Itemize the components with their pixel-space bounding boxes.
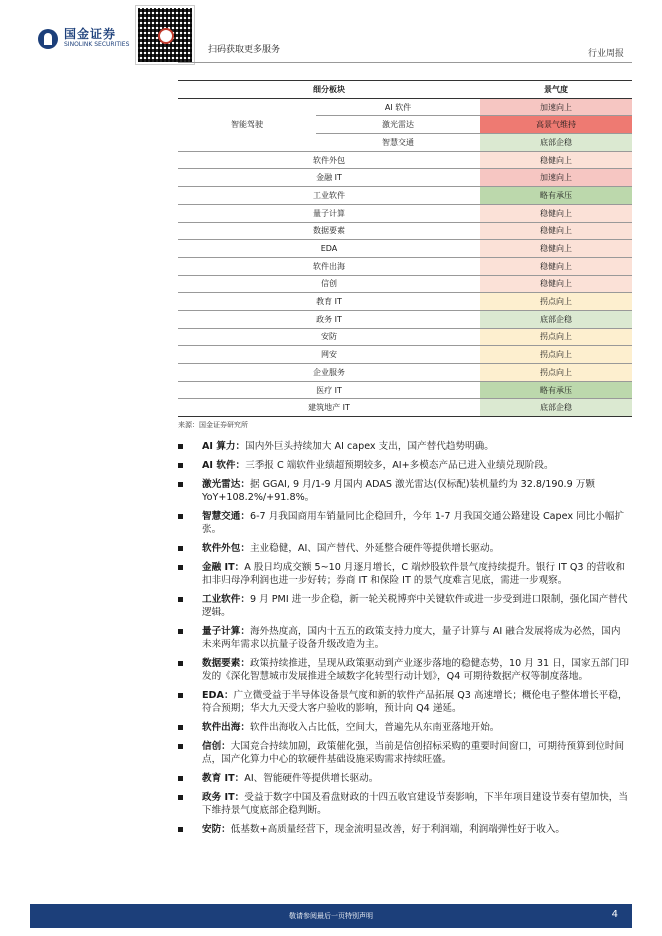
bullet-body: 据 GGAI, 9 月/1-9 月国内 ADAS 激光雷达(仅标配)装机量约为 32.8/190.9 万颗 YoY+108.2%/+91.8%。 <box>202 478 595 503</box>
company-name-en: SINOLINK SECURITIES <box>64 41 130 48</box>
table-row <box>178 204 632 222</box>
sentiment-value: 加速向上 <box>480 169 632 187</box>
list-item <box>178 740 630 767</box>
table-row <box>178 346 632 364</box>
table-row <box>178 98 632 116</box>
table-row <box>178 257 632 275</box>
segment-name: 量子计算 <box>178 204 480 222</box>
bullet-heading: 信创： <box>202 740 231 752</box>
table-row <box>178 169 632 187</box>
list-item <box>178 510 630 537</box>
sentiment-value: 拐点向上 <box>480 328 632 346</box>
list-item <box>178 478 630 505</box>
sentiment-value: 稳健向上 <box>480 240 632 258</box>
bullet-heading: 安防： <box>202 823 231 835</box>
sentiment-value: 底部企稳 <box>480 310 632 328</box>
sentiment-value: 高景气维持 <box>480 116 632 134</box>
bullet-heading: 工业软件： <box>202 593 250 605</box>
list-item <box>178 561 630 588</box>
bullet-body: AI、智能硬件等提供增长驱动。 <box>244 772 379 784</box>
bullet-body: 低基数+高质量经营下，现金流明显改善，好于利润端，利润端弹性好于收入。 <box>230 823 566 835</box>
sentiment-value: 底部企稳 <box>480 399 632 417</box>
table-row <box>178 187 632 205</box>
bullet-body: 国内外巨头持续加大 AI capex 支出，国产替代趋势明确。 <box>245 441 494 452</box>
bullet-body: 广立微受益于半导体设备景气度和新的软件产品拓展 Q3 高速增长；概伦电子整体增长平稳，符合预期；华大九天受大客户验收的影响，预计向 Q4 递延。 <box>202 689 628 715</box>
segment-name: 政务 IT <box>178 310 480 328</box>
table-row <box>178 275 632 293</box>
bullet-body: 政策持续推进，呈现从政策驱动到产业逐步落地的稳健态势，10 月 31 日，国家五部门印发的《深化智慧城市发展推进全域数字化转型行动计划》，Q4 可期待数据产权等制度落地。 <box>202 657 629 683</box>
segment-name: AI 软件 <box>316 98 480 116</box>
table-row <box>178 222 632 240</box>
list-item <box>178 791 630 818</box>
list-item <box>178 657 630 684</box>
segment-name: 激光雷达 <box>316 116 480 134</box>
page-number: 4 <box>611 909 618 920</box>
sentiment-value: 稳健向上 <box>480 222 632 240</box>
segment-name: 软件外包 <box>178 151 480 169</box>
qr-code-icon[interactable] <box>136 6 194 64</box>
segment-name: 企业服务 <box>178 364 480 382</box>
page-header <box>0 0 662 72</box>
table-row <box>178 151 632 169</box>
segment-name: 安防 <box>178 328 480 346</box>
bullet-heading: 数据要素： <box>202 657 250 669</box>
bullet-heading: 软件外包： <box>202 542 250 554</box>
company-name-cn: 国金证券 <box>64 27 117 41</box>
segment-name: 智慧交通 <box>316 134 480 152</box>
bullet-heading: AI 软件： <box>202 459 246 471</box>
table-row <box>178 399 632 417</box>
sentiment-value: 略有承压 <box>480 187 632 205</box>
bullet-body: A 股日均成交额 5~10 月逐月增长，C 端炒股软件景气度持续提升。银行 IT Q3 的营收和扣非归母净利润也进一步好转；券商 IT 和保险 IT 的景气度难言见底，需进一步观察。 <box>202 561 625 586</box>
table-row <box>178 328 632 346</box>
bullet-heading: 教育 IT： <box>202 772 245 784</box>
footer-disclaimer: 敬请参阅最后一页特别声明 <box>289 912 373 920</box>
segment-name: 网安 <box>178 346 480 364</box>
group-label: 智能驾驶 <box>178 98 316 151</box>
bullet-body: 受益于数字中国及看盘财政的十四五收官建设节奏影响，下半年项目建设节奏有望加快，当下维持景气度底部企稳判断。 <box>202 791 628 817</box>
segment-name: 数据要素 <box>178 222 480 240</box>
list-item <box>178 459 630 472</box>
sentiment-value: 稳健向上 <box>480 151 632 169</box>
company-logo <box>38 28 129 49</box>
bullet-heading: 政务 IT： <box>202 791 245 803</box>
table-row <box>178 240 632 258</box>
segment-name: 建筑地产 IT <box>178 399 480 417</box>
sentiment-value: 拐点向上 <box>480 364 632 382</box>
bullet-body: 主业稳健，AI、国产替代、外延整合硬件等提供增长驱动。 <box>249 542 500 554</box>
bullet-body: 大国竞合持续加剧，政策催化强，当前是信创招标采购的重要时间窗口，可期待预算到位时间点，国产化算力中心的软硬件基础设施采购需求持续旺盛。 <box>202 740 625 766</box>
bullet-list <box>178 440 630 842</box>
sentiment-value: 稳健向上 <box>480 275 632 293</box>
list-item <box>178 689 630 716</box>
bullet-heading: 智慧交通： <box>202 510 250 522</box>
segment-name: 信创 <box>178 275 480 293</box>
sentiment-value: 略有承压 <box>480 381 632 399</box>
segment-name: 医疗 IT <box>178 381 480 399</box>
bullet-body: 海外热度高，国内十五五的政策支持力度大，量子计算与 AI 融合发展将成为必然，国内未来两年需求以抗量子设备升级改造为主。 <box>202 625 621 651</box>
bullet-heading: AI 算力： <box>202 441 246 452</box>
list-item <box>178 823 630 836</box>
sentiment-value: 底部企稳 <box>480 134 632 152</box>
table-row <box>178 310 632 328</box>
qr-caption: 扫码获取更多服务 <box>208 45 281 55</box>
list-item <box>178 440 630 453</box>
table-row <box>178 381 632 399</box>
segment-name: 教育 IT <box>178 293 480 311</box>
bullet-heading: 金融 IT： <box>202 561 245 573</box>
bullet-body: 软件出海收入占比低，空间大，普遍先从东南亚落地开始。 <box>249 722 500 734</box>
table-source: 来源：国金证券研究所 <box>178 421 248 429</box>
table-row <box>178 364 632 382</box>
col-header-sentiment: 景气度 <box>480 81 632 99</box>
report-type: 行业周报 <box>587 49 624 59</box>
sentiment-value: 拐点向上 <box>480 293 632 311</box>
list-item <box>178 593 630 620</box>
bullet-heading: 软件出海： <box>202 722 250 734</box>
list-item <box>178 625 630 652</box>
segment-name: 软件出海 <box>178 257 480 275</box>
sector-sentiment-table <box>178 80 632 417</box>
segment-name: 工业软件 <box>178 187 480 205</box>
col-header-segment: 细分板块 <box>178 81 480 99</box>
segment-name: 金融 IT <box>178 169 480 187</box>
logo-icon <box>38 29 58 49</box>
list-item <box>178 542 630 555</box>
header-divider <box>178 62 632 63</box>
sentiment-value: 拐点向上 <box>480 346 632 364</box>
list-item <box>178 772 630 785</box>
segment-name: EDA <box>178 240 480 258</box>
bullet-heading: EDA： <box>202 689 234 701</box>
list-item <box>178 721 630 734</box>
bullet-body: 6-7 月我国商用车销量同比企稳回升，今年 1-7 月我国交通公路建设 Capex 同比小幅扩张。 <box>202 510 625 535</box>
sentiment-value: 稳健向上 <box>480 257 632 275</box>
table-row <box>178 293 632 311</box>
bullet-heading: 量子计算： <box>202 625 250 637</box>
bullet-body: 三季报 C 端软件业绩超预期较多，AI+多模态产品已进入业绩兑现阶段。 <box>245 459 554 471</box>
bullet-heading: 激光雷达： <box>202 478 250 490</box>
sentiment-value: 稳健向上 <box>480 204 632 222</box>
sentiment-value: 加速向上 <box>480 98 632 116</box>
page-footer <box>0 900 662 936</box>
table-header-row <box>178 81 632 99</box>
bullet-body: 9 月 PMI 进一步企稳，新一轮关税博弈中关键软件或进一步受到进口限制，强化国产替代逻辑。 <box>202 593 628 618</box>
